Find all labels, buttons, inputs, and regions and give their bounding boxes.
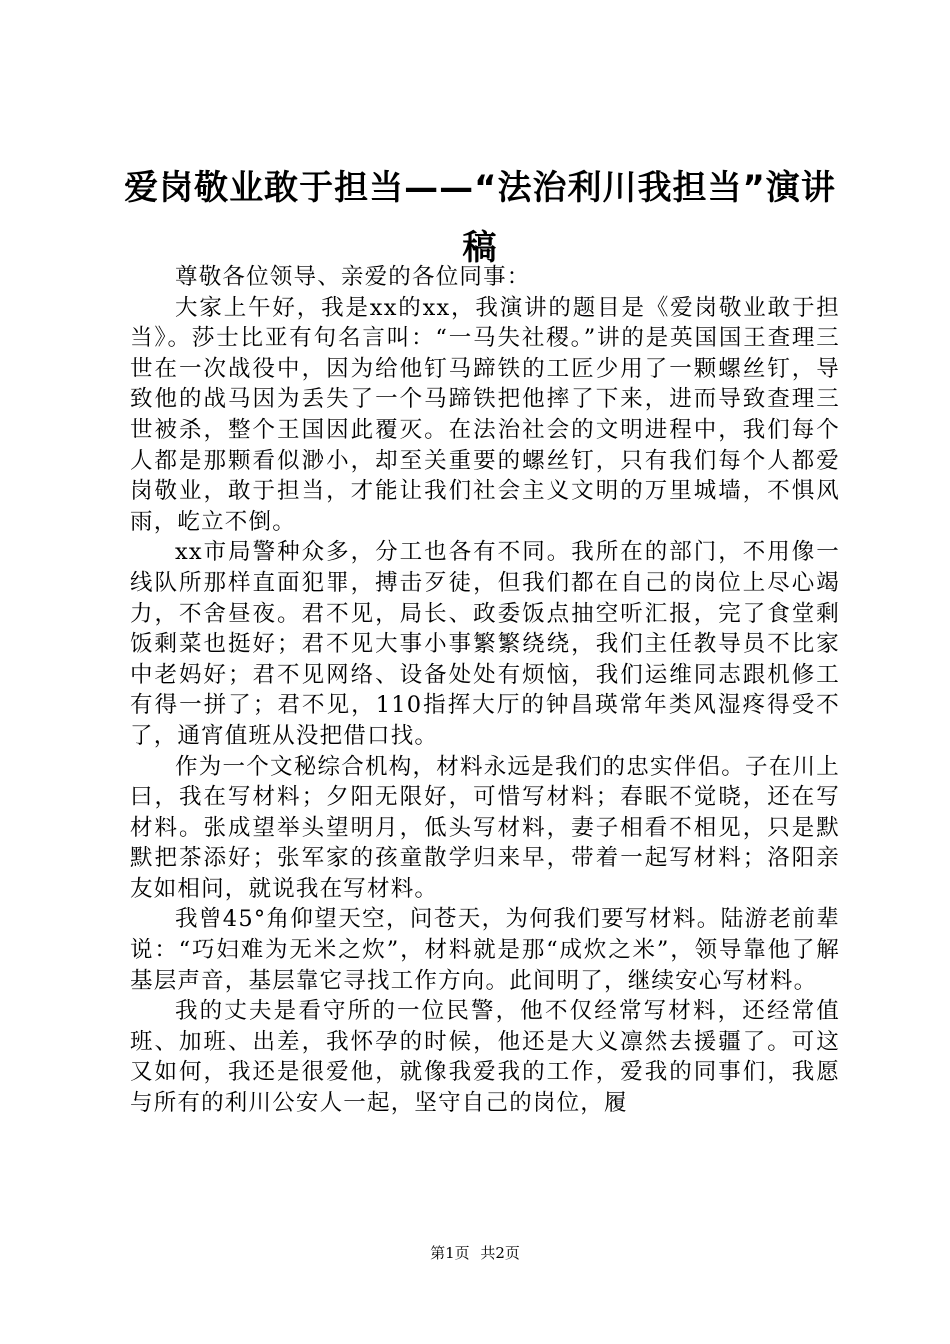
document-title: 爱岗敬业敢于担当——“法治利川我担当”演讲稿 — [124, 168, 836, 268]
body-paragraph: 大家上午好，我是xx的xx，我演讲的题目是《爱岗敬业敢于担当》。莎士比亚有句名言叫：“一马失社稷。”讲的是英国国王查理三世在一次战役中，因为给他钉马蹄铁的工匠少用了一颗螺丝钉，导致他的战马因为丢失了一个马蹄铁把他摔了下来，进而导致查理三世被杀，整个王国因此覆灭。在法治社会的文明进程中，我们每个人都是那颗看似渺小，却至关重要的螺丝钉，只有我们每个人都爱岗敬业，敢于担当，才能让我们社会主义文明的万里城墙，不惧风雨，屹立不倒。 — [130, 294, 840, 535]
body-paragraph: 我曾45°角仰望天空，问苍天，为何我们要写材料。陆游老前辈说：“巧妇难为无米之炊”，材料就是那“成炊之米”，领导靠他了解基层声音，基层靠它寻找工作方向。此间明了，继续安心写材料。 — [130, 906, 840, 994]
body-paragraph: 我的丈夫是看守所的一位民警，他不仅经常写材料，还经常值班、加班、出差，我怀孕的时候，他还是大义凛然去援疆了。可这又如何，我还是很爱他，就像我爱我的工作，爱我的同事们，我愿与所有的利川公安人一起，坚守自己的岗位，履 — [130, 998, 840, 1117]
body-paragraph: 作为一个文秘综合机构，材料永远是我们的忠实伴侣。子在川上曰，我在写材料；夕阳无限好，可惜写材料；春眠不觉晓，还在写材料。张成望举头望明月，低头写材料，妻子相看不相见，只是默默把茶添好；张军家的孩童散学归来早，带着一起写材料；洛阳亲友如相问，就说我在写材料。 — [130, 753, 840, 902]
page-number-total: 共2页 — [480, 1244, 520, 1262]
document-body — [130, 262, 840, 1119]
body-paragraph: xx市局警种众多，分工也各有不同。我所在的部门，不用像一线队所那样直面犯罪，搏击歹徒，但我们都在自己的岗位上尽心竭力，不舍昼夜。君不见，局长、政委饭点抽空听汇报，完了食堂剩饭剩菜也挺好；君不见大事小事繁繁绕绕，我们主任教导员不比家中老妈好；君不见网络、设备处处有烦恼，我们运维同志跟机修工有得一拼了；君不见，110指挥大厅的钟昌瑛常年类风湿疼得受不了，通宵值班从没把借口找。 — [130, 539, 840, 749]
page-number-current: 第1页 — [430, 1244, 470, 1262]
salutation-paragraph: 尊敬各位领导、亲爱的各位同事： — [175, 264, 531, 290]
page-footer — [0, 1243, 950, 1263]
